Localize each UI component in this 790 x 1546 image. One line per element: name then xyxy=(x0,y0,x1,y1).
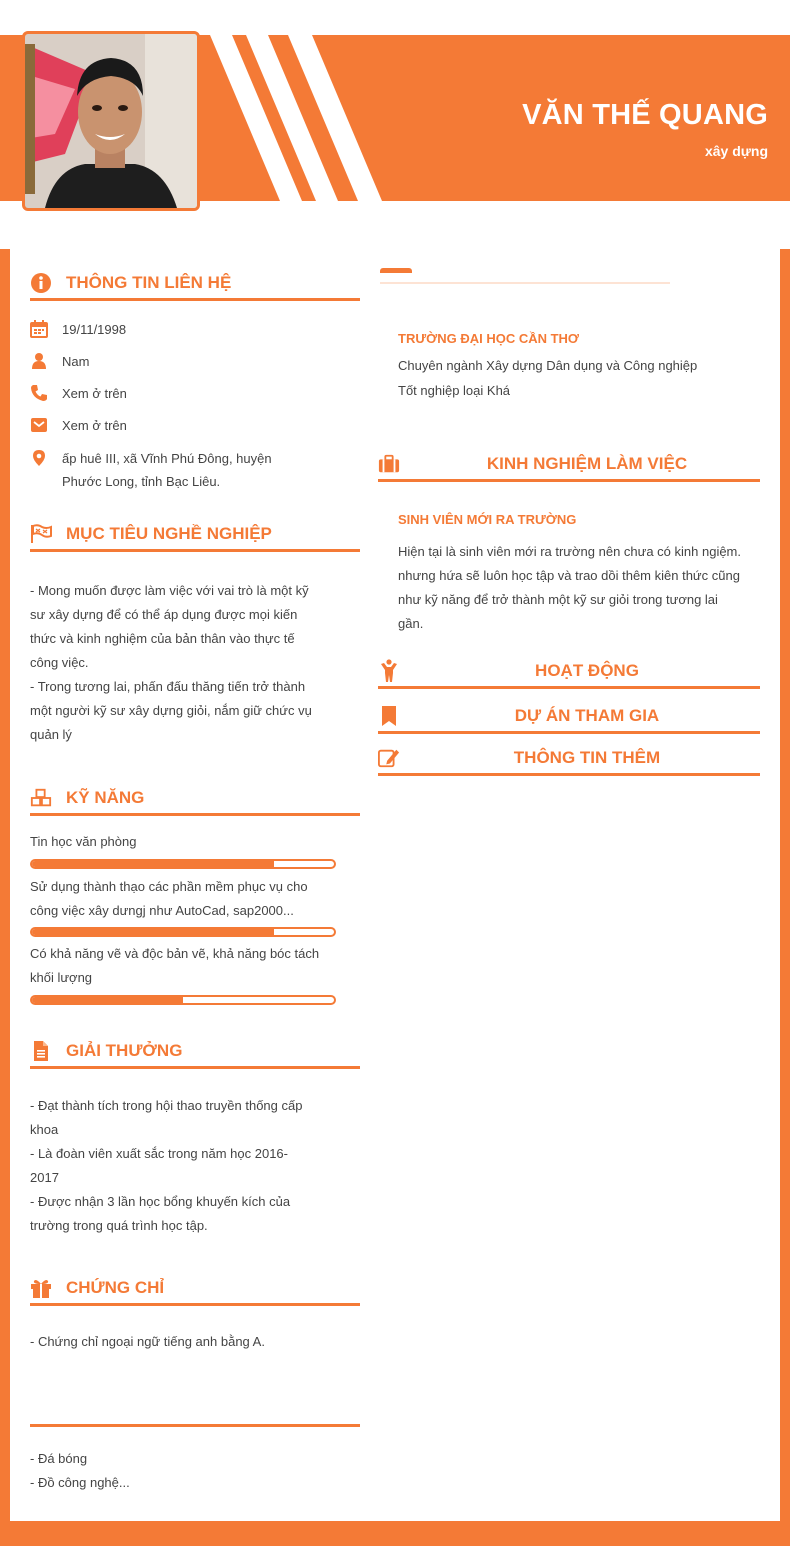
skill-item xyxy=(30,942,319,990)
user-icon xyxy=(30,352,48,370)
awards-title: GIẢI THƯỞNG xyxy=(66,1040,183,1060)
profile-photo xyxy=(22,31,200,211)
birthday-value: 19/11/1998 xyxy=(62,322,127,337)
left-border xyxy=(0,249,10,1546)
certificates-section xyxy=(30,1276,360,1306)
objective-line: quản lý xyxy=(30,727,72,742)
objective-line: - Trong tương lai, phấn đấu thăng tiến trở thành xyxy=(30,679,306,694)
hobbies-divider xyxy=(30,1424,360,1427)
briefcase-icon xyxy=(378,453,400,475)
award-line: - Là đoàn viên xuất sắc trong năm học 2016- xyxy=(30,1146,288,1161)
hobby-line: - Đồ công nghệ... xyxy=(30,1475,130,1490)
skill-name: Tin học văn phòng xyxy=(30,834,137,849)
more-info-header xyxy=(378,746,760,776)
experience-role: SINH VIÊN MỚI RA TRƯỜNG xyxy=(398,512,577,527)
award-line: 2017 xyxy=(30,1170,59,1185)
cubes-icon xyxy=(30,787,52,809)
certificates-text xyxy=(30,1330,265,1354)
award-line: khoa xyxy=(30,1122,59,1137)
phone-icon xyxy=(30,384,48,402)
address-line-1: ấp huê III, xã Vĩnh Phú Đông, huyện xyxy=(62,451,272,466)
hobbies-text xyxy=(30,1447,130,1495)
school-name: TRƯỜNG ĐẠI HỌC CẦN THƠ xyxy=(398,331,580,346)
skill-level-bar xyxy=(30,927,336,937)
gender-value: Nam xyxy=(62,354,90,369)
right-border xyxy=(780,249,790,1546)
hobby-line: - Đá bóng xyxy=(30,1451,88,1466)
experience-text xyxy=(398,540,760,636)
projects-header xyxy=(378,704,760,734)
child-icon xyxy=(378,660,400,682)
objective-line: sư xây dựng để có thể áp dụng được mọi kiến xyxy=(30,607,298,622)
skills-title: KỸ NĂNG xyxy=(66,787,145,807)
email-row xyxy=(30,414,127,437)
address-row xyxy=(30,447,272,493)
map-pin-icon xyxy=(30,449,48,467)
skill-level-bar xyxy=(30,995,336,1005)
skill-level-fill xyxy=(32,861,274,867)
award-line: - Đạt thành tích trong hội thao truyền thống cấp xyxy=(30,1098,303,1113)
experience-title: KINH NGHIỆM LÀM VIỆC xyxy=(486,453,688,473)
calendar-icon xyxy=(30,320,48,338)
skill-level-bar xyxy=(30,859,336,869)
experience-header xyxy=(378,452,760,482)
education-graduation: Tốt nghiệp loại Khá xyxy=(398,383,511,398)
education-major: Chuyên ngành Xây dựng Dân dụng và Công nghiệp xyxy=(398,358,698,373)
activities-title: HOẠT ĐỘNG xyxy=(535,660,639,680)
header-stripes xyxy=(210,35,400,201)
info-icon xyxy=(30,272,52,294)
awards-header xyxy=(30,1039,360,1069)
objective-header xyxy=(30,522,360,552)
contact-section xyxy=(30,271,360,301)
skill-item xyxy=(30,830,136,854)
objective-line: một người kỹ sư xây dựng giỏi, nắm giữ chức vụ xyxy=(30,703,312,718)
activities-header xyxy=(378,659,760,689)
skill-name: Có khả năng vẽ và độc bản vẽ, khả năng bóc tách xyxy=(30,946,320,961)
activities-section xyxy=(378,659,760,689)
education-divider xyxy=(380,282,670,284)
certificate-line: - Chứng chỉ ngoại ngữ tiếng anh bằng A. xyxy=(30,1334,265,1349)
phone-row xyxy=(30,382,127,405)
contact-title: THÔNG TIN LIÊN HỆ xyxy=(66,272,232,292)
objective-title: MỤC TIÊU NGHỀ NGHIỆP xyxy=(66,523,272,543)
objective-line: thức và kinh nghiệm của bản thân vào thực tế xyxy=(30,631,295,646)
skill-name: Sử dụng thành thạo các phần mềm phục vụ cho xyxy=(30,879,308,894)
objective-text xyxy=(30,579,330,747)
contact-header xyxy=(30,271,360,301)
award-line: - Được nhận 3 lần học bổng khuyến kích của xyxy=(30,1194,291,1209)
projects-title: DỰ ÁN THAM GIA xyxy=(514,705,660,725)
gender-row xyxy=(30,350,89,373)
education-header-remnant xyxy=(380,268,412,273)
skill-item xyxy=(30,875,308,923)
skill-name: công việc xây dưngj như AutoCad, sap2000... xyxy=(30,903,294,918)
certificates-title: CHỨNG CHỈ xyxy=(66,1277,165,1297)
skills-section xyxy=(30,786,360,816)
objective-line: công việc. xyxy=(30,655,89,670)
skills-header xyxy=(30,786,360,816)
objective-section xyxy=(30,522,360,552)
experience-line: gần. xyxy=(398,616,424,631)
awards-section xyxy=(30,1039,360,1069)
experience-line: Hiện tại là sinh viên mới ra trường nên chưa có kinh ngiệm. xyxy=(398,544,742,559)
projects-section xyxy=(378,704,760,734)
email-value: Xem ở trên xyxy=(62,418,127,433)
flag-icon xyxy=(30,523,52,545)
award-line: trường trong quá trình học tập. xyxy=(30,1218,208,1233)
experience-line: nhưng hứa sẽ luôn học tập và trao dồi thêm kiên thức cũng xyxy=(398,568,740,583)
skill-level-fill xyxy=(32,997,183,1003)
birthday-row xyxy=(30,318,126,341)
gift-icon xyxy=(30,1277,52,1299)
bookmark-icon xyxy=(378,705,400,727)
envelope-icon xyxy=(30,416,48,434)
skill-level-fill xyxy=(32,929,274,935)
experience-section xyxy=(378,452,760,482)
objective-line: - Mong muốn được làm việc với vai trò là một kỹ xyxy=(30,583,309,598)
edit-icon xyxy=(378,747,400,769)
phone-value: Xem ở trên xyxy=(62,386,127,401)
candidate-name: VĂN THẾ QUANG xyxy=(522,99,768,131)
document-icon xyxy=(30,1040,52,1062)
certificates-header xyxy=(30,1276,360,1306)
more-info-title: THÔNG TIN THÊM xyxy=(513,747,661,767)
experience-line: như kỹ năng để trở thành một kỹ sư giỏi trong tương lai xyxy=(398,592,718,607)
address-line-2: Phước Long, tỉnh Bạc Liêu. xyxy=(62,474,221,489)
job-title: xây dựng xyxy=(704,143,768,159)
skill-name: khối lượng xyxy=(30,970,93,985)
more-info-section xyxy=(378,746,760,776)
footer-band xyxy=(0,1521,790,1546)
awards-text xyxy=(30,1094,328,1238)
